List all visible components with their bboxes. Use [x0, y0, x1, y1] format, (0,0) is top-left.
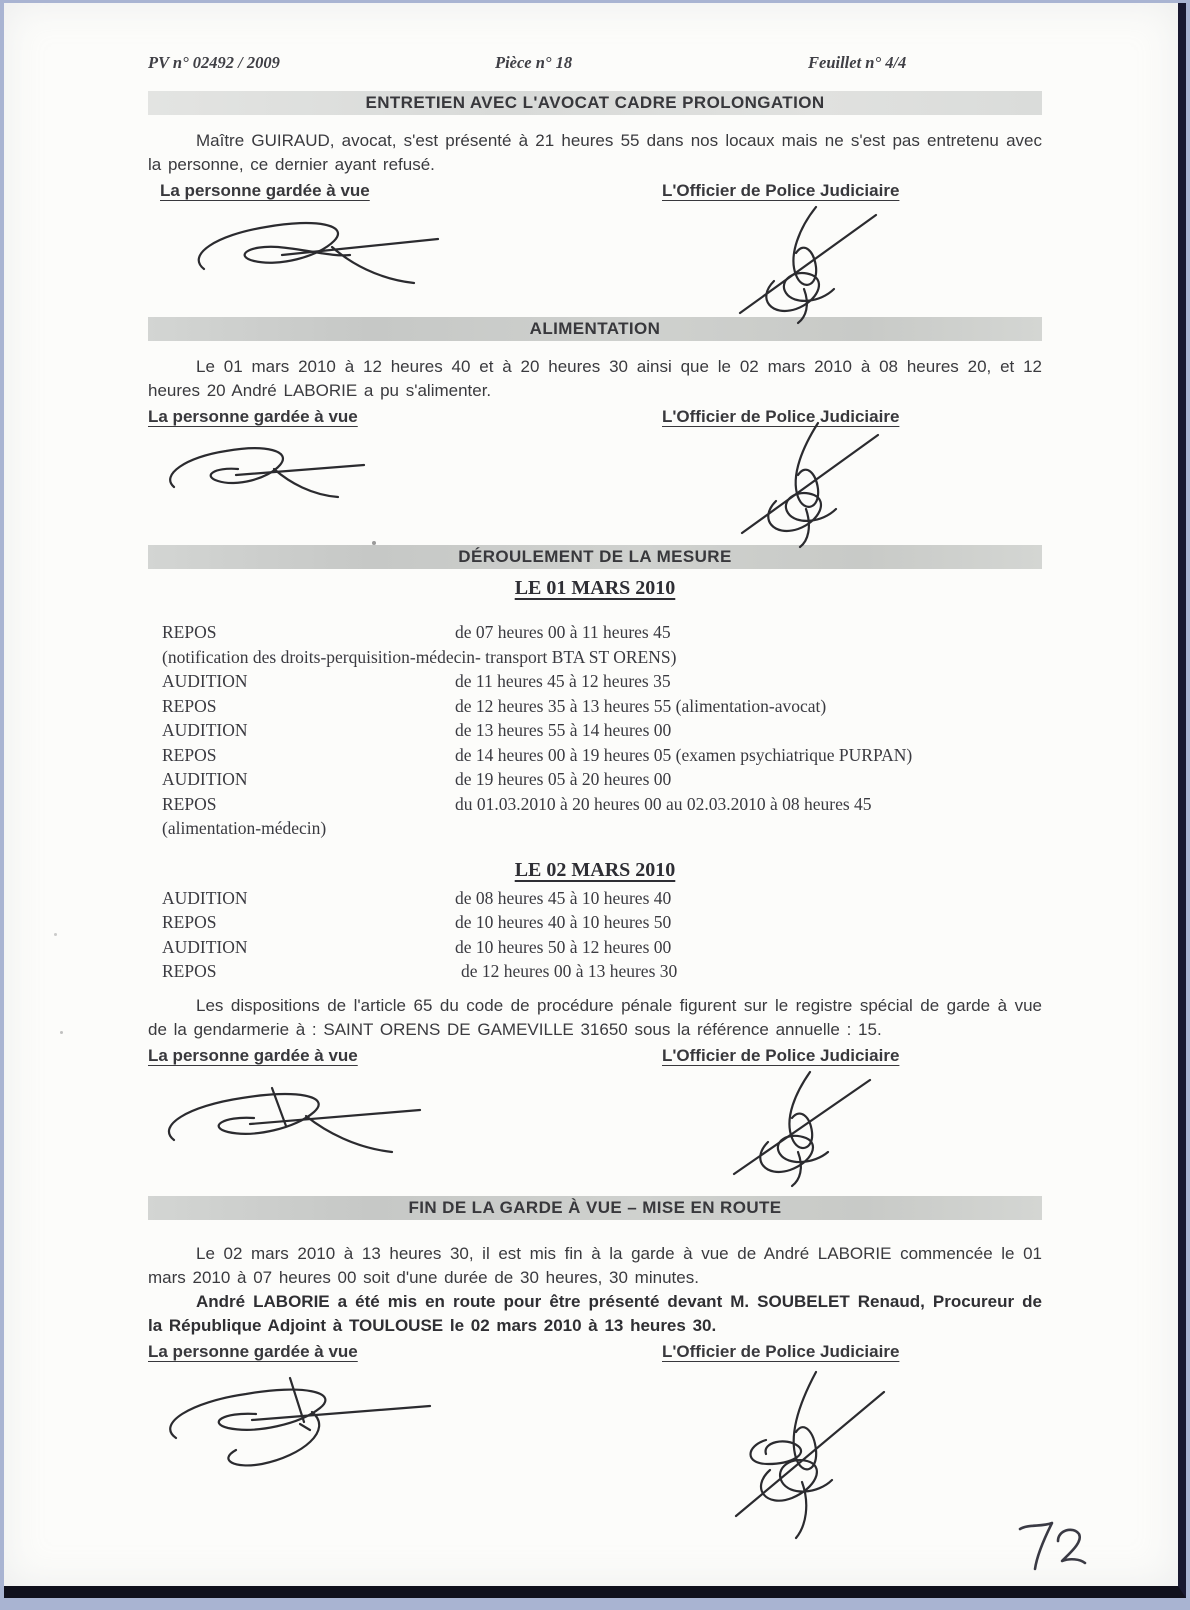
scan-speck	[60, 1031, 63, 1034]
label-officier: L'Officier de Police Judiciaire	[662, 407, 900, 426]
handwritten-page-number	[1012, 1515, 1090, 1582]
schedule-activity: AUDITION	[162, 936, 248, 957]
scan-speck	[372, 541, 376, 545]
schedule-time: de 10 heures 50 à 12 heures 00	[455, 936, 672, 957]
signature-row-2	[148, 427, 1042, 531]
schedule-activity: REPOS	[162, 793, 217, 814]
schedule-row	[162, 959, 1042, 984]
piece-number: Pièce n° 18	[495, 53, 573, 72]
feuillet-number: Feuillet n° 4/4	[808, 53, 907, 72]
page-content	[148, 3, 1042, 1552]
schedule-row	[162, 935, 1042, 960]
schedule-activity: AUDITION	[162, 671, 248, 691]
signature-garde-a-vue-scribble	[148, 1362, 662, 1552]
schedule-time: de 14 heures 00 à 19 heures 05 (examen psychiatrique PURPAN)	[455, 744, 913, 765]
label-officier: L'Officier de Police Judiciaire	[662, 1045, 900, 1065]
signature-row-4	[148, 1362, 1042, 1552]
schedule-row	[162, 767, 1042, 792]
label-garde-a-vue: La personne gardée à vue	[148, 1341, 358, 1361]
schedule-activity: REPOS	[162, 622, 217, 642]
schedule-activity: AUDITION	[162, 769, 248, 789]
schedule-time: de 13 heures 55 à 14 heures 00	[455, 720, 672, 740]
schedule-time: de 11 heures 45 à 12 heures 35	[455, 671, 671, 691]
schedule-activity: REPOS	[162, 695, 217, 716]
entretien-paragraph: Maître GUIRAUD, avocat, s'est présenté à 21 heures 55 dans nos locaux mais ne s'est pas entretenu avec la personne, ce dernier ayant refusé.	[148, 131, 1042, 174]
label-officier: L'Officier de Police Judiciaire	[662, 1341, 900, 1361]
signature-officier-scribble	[662, 1066, 1042, 1188]
signature-labels-row-3	[148, 1046, 1042, 1066]
schedule-row	[162, 620, 1042, 645]
doc-reference-row	[148, 53, 1042, 77]
schedule-note: (notification des droits-perquisition-médecin- transport BTA ST ORENS)	[162, 646, 677, 667]
signature-officier-scribble	[662, 201, 1042, 325]
section-title-alimentation: ALIMENTATION	[148, 317, 1042, 341]
label-garde-a-vue: La personne gardée à vue	[148, 407, 358, 426]
signature-row-3	[148, 1066, 1042, 1182]
schedule-activity: REPOS	[162, 961, 217, 981]
label-garde-a-vue: La personne gardée à vue	[160, 181, 370, 200]
schedule-day2	[148, 886, 1042, 984]
schedule-activity: REPOS	[162, 744, 217, 765]
signature-officier-scribble	[662, 1362, 1042, 1552]
pv-number: PV n° 02492 / 2009	[148, 53, 280, 72]
schedule-time: du 01.03.2010 à 20 heures 00 au 02.03.2010 à 08 heures 45	[455, 793, 872, 814]
schedule-time: de 08 heures 45 à 10 heures 40	[455, 887, 672, 908]
label-officier: L'Officier de Police Judiciaire	[662, 181, 900, 200]
schedule-row	[162, 886, 1042, 911]
paper-page	[4, 3, 1186, 1598]
signature-garde-a-vue-scribble	[148, 1066, 662, 1188]
schedule-time: de 10 heures 40 à 10 heures 50	[455, 912, 672, 932]
day2-heading: LE 02 MARS 2010	[514, 858, 676, 881]
section-title-fin: FIN DE LA GARDE À VUE – MISE EN ROUTE	[148, 1196, 1042, 1220]
alimentation-paragraph: Le 01 mars 2010 à 12 heures 40 et à 20 heures 30 ainsi que le 02 mars 2010 à 08 heures 20, et 12 heures 20 André LABORIE a pu s'alimenter.	[148, 357, 1042, 400]
schedule-row	[162, 669, 1042, 694]
section-title-entretien: ENTRETIEN AVEC L'AVOCAT CADRE PROLONGATION	[148, 91, 1042, 115]
schedule-time: de 12 heures 00 à 13 heures 30	[461, 961, 678, 981]
schedule-row	[162, 792, 1042, 817]
day1-heading: LE 01 MARS 2010	[514, 577, 676, 599]
schedule-activity: AUDITION	[162, 887, 248, 908]
label-garde-a-vue: La personne gardée à vue	[148, 1045, 358, 1065]
schedule-time: de 07 heures 00 à 11 heures 45	[455, 622, 671, 642]
schedule-row	[162, 910, 1042, 935]
signature-garde-a-vue-scribble	[148, 427, 662, 549]
registre-paragraph: Les dispositions de l'article 65 du code de procédure pénale figurent sur le registre spécial de garde à vue de la gendarmerie à : SAINT ORENS DE GAMEVILLE 31650 sous la référence annuelle : 15.	[148, 995, 1042, 1039]
signature-labels-row-2	[148, 407, 1042, 427]
signature-row-1	[148, 201, 1042, 303]
fin-paragraph-2: André LABORIE a été mis en route pour être présenté devant M. SOUBELET Renaud, Procureur de la République Adjoint à TOULOUSE le 02 mars 2010 à 13 heures 30.	[148, 1291, 1042, 1335]
schedule-activity: REPOS	[162, 912, 217, 932]
schedule-time: de 19 heures 05 à 20 heures 00	[455, 769, 672, 789]
signature-labels-row-4	[148, 1342, 1042, 1362]
fin-paragraph-1: Le 02 mars 2010 à 13 heures 30, il est mis fin à la garde à vue de André LABORIE commencée le 01 mars 2010 à 07 heures 00 soit d'une durée de 30 heures, 30 minutes.	[148, 1243, 1042, 1287]
schedule-row	[162, 718, 1042, 743]
schedule-time: de 12 heures 35 à 13 heures 55 (alimentation-avocat)	[455, 695, 827, 716]
schedule-row	[162, 694, 1042, 719]
signature-garde-a-vue-scribble	[148, 201, 662, 325]
schedule-activity: AUDITION	[162, 720, 248, 740]
section-title-deroulement: DÉROULEMENT DE LA MESURE	[148, 545, 1042, 569]
schedule-row	[162, 743, 1042, 768]
signature-labels-row-1	[148, 181, 1042, 201]
schedule-day1	[148, 620, 1042, 841]
signature-officier-scribble	[662, 427, 1042, 549]
schedule-note: (alimentation-médecin)	[162, 818, 327, 838]
scan-speck	[54, 933, 57, 936]
